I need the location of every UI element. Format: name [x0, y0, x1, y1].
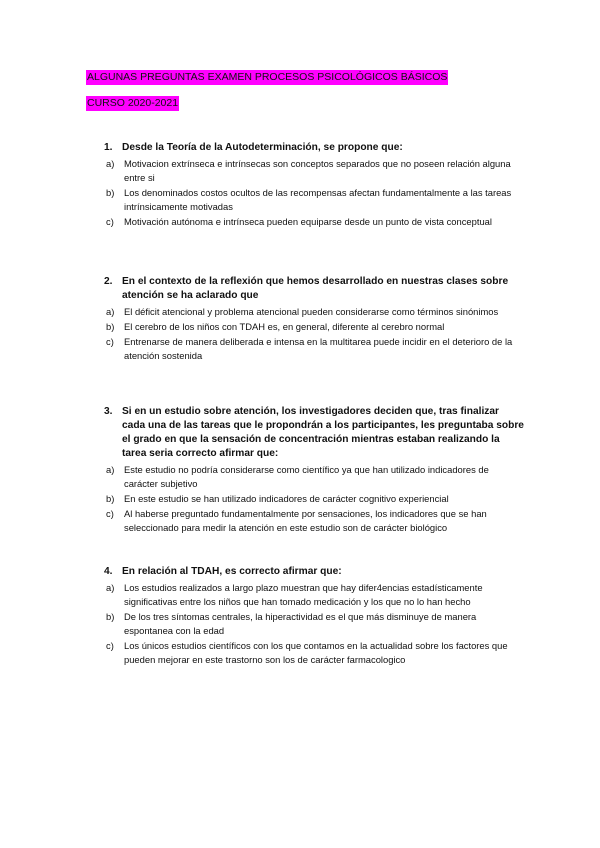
option-letter: c) — [106, 640, 114, 652]
option-text: El cerebro de los niños con TDAH es, en general, diferente al cerebro normal — [124, 320, 445, 332]
option-text: El déficit atencional y problema atencional pueden considerarse como términos sinónimos — [124, 306, 499, 317]
option-letter: b) — [106, 320, 115, 332]
option-text: En este estudio se han utilizado indicadores de carácter cognitivo experiencial — [124, 493, 449, 505]
answer-option-a — [104, 157, 524, 186]
answer-option-a — [104, 463, 524, 492]
option-letter: a) — [106, 158, 115, 169]
option-text: Al haberse preguntado fundamentalmente por sensaciones, los indicadores que se han seleccionado para medir la atención en este estudio son de carácter biológico — [124, 507, 487, 534]
question-2 — [104, 275, 524, 364]
option-letter: a) — [106, 582, 115, 593]
option-letter: a) — [106, 464, 115, 475]
document-title: ALGUNAS PREGUNTAS EXAMEN PROCESOS PSICOLÓGICOS BÁSICOS — [87, 71, 448, 83]
option-letter: a) — [106, 306, 115, 317]
answer-option-a — [104, 305, 524, 319]
question-number: 3. — [104, 406, 113, 417]
answer-option-c — [104, 639, 524, 668]
option-text: Los denominados costos ocultos de las recompensas afectan fundamentalmente a las tareas intrínsicamente motivadas — [124, 187, 512, 213]
option-letter: c) — [106, 507, 114, 519]
option-text: Motivacion extrínseca e intrínsecas son conceptos separados que no poseen relación alguna entre si — [124, 158, 511, 184]
answer-option-c — [104, 335, 524, 364]
question-1 — [104, 141, 524, 230]
option-letter: b) — [106, 187, 115, 199]
option-text: Los estudios realizados a largo plazo muestran que hay difer4encias estadísticamente significativas entre los niños que han tomado medicación y los que no lo han hecho — [124, 582, 483, 608]
option-text: Motivación autónoma e intrínseca pueden equiparse desde un punto de vista conceptual — [124, 216, 492, 228]
option-letter: c) — [106, 335, 114, 347]
question-number: 2. — [104, 276, 113, 287]
option-text: Entrenarse de manera deliberada e intensa en la multitarea puede incidir en el deterioro de la atención sostenida — [124, 335, 513, 361]
answer-option-c — [104, 507, 524, 536]
answer-option-b — [104, 492, 524, 506]
option-text: Los únicos estudios científicos con los que contamos en la actualidad sobre los factores que pueden mejorar en este trastorno son los de carácter farmacologico — [124, 640, 508, 666]
answer-option-b — [104, 610, 524, 639]
question-3 — [104, 405, 524, 536]
document-subtitle: CURSO 2020-2021 — [87, 97, 179, 109]
option-letter: b) — [106, 611, 115, 623]
option-text: Este estudio no podría considerarse como científico ya que han utilizado indicadores de carácter subjetivo — [124, 464, 489, 490]
question-4 — [104, 565, 524, 668]
question-text: Desde la Teoría de la Autodeterminación, se propone que: — [122, 142, 403, 153]
option-text: De los tres síntomas centrales, la hiperactividad es el que más disminuye de manera espontanea con la edad — [124, 611, 477, 637]
question-number: 1. — [104, 142, 113, 153]
question-number: 4. — [104, 566, 113, 577]
option-letter: c) — [106, 216, 114, 228]
answer-option-a — [104, 581, 524, 610]
answer-option-b — [104, 320, 524, 334]
question-text: En el contexto de la reflexión que hemos desarrollado en nuestras clases sobre atención se ha aclarado que — [122, 276, 509, 301]
option-letter: b) — [106, 493, 115, 505]
question-text: En relación al TDAH, es correcto afirmar que: — [122, 566, 342, 577]
answer-option-b — [104, 186, 524, 215]
question-text: Si en un estudio sobre atención, los investigadores deciden que, tras finalizar cada una de las tareas que le propondrán a los participantes, les preguntaba sobre el grado en que la sensación de concentración mientras estaban realizando la tarea seria correcto afirmar que: — [122, 406, 524, 459]
answer-option-c — [104, 215, 524, 229]
